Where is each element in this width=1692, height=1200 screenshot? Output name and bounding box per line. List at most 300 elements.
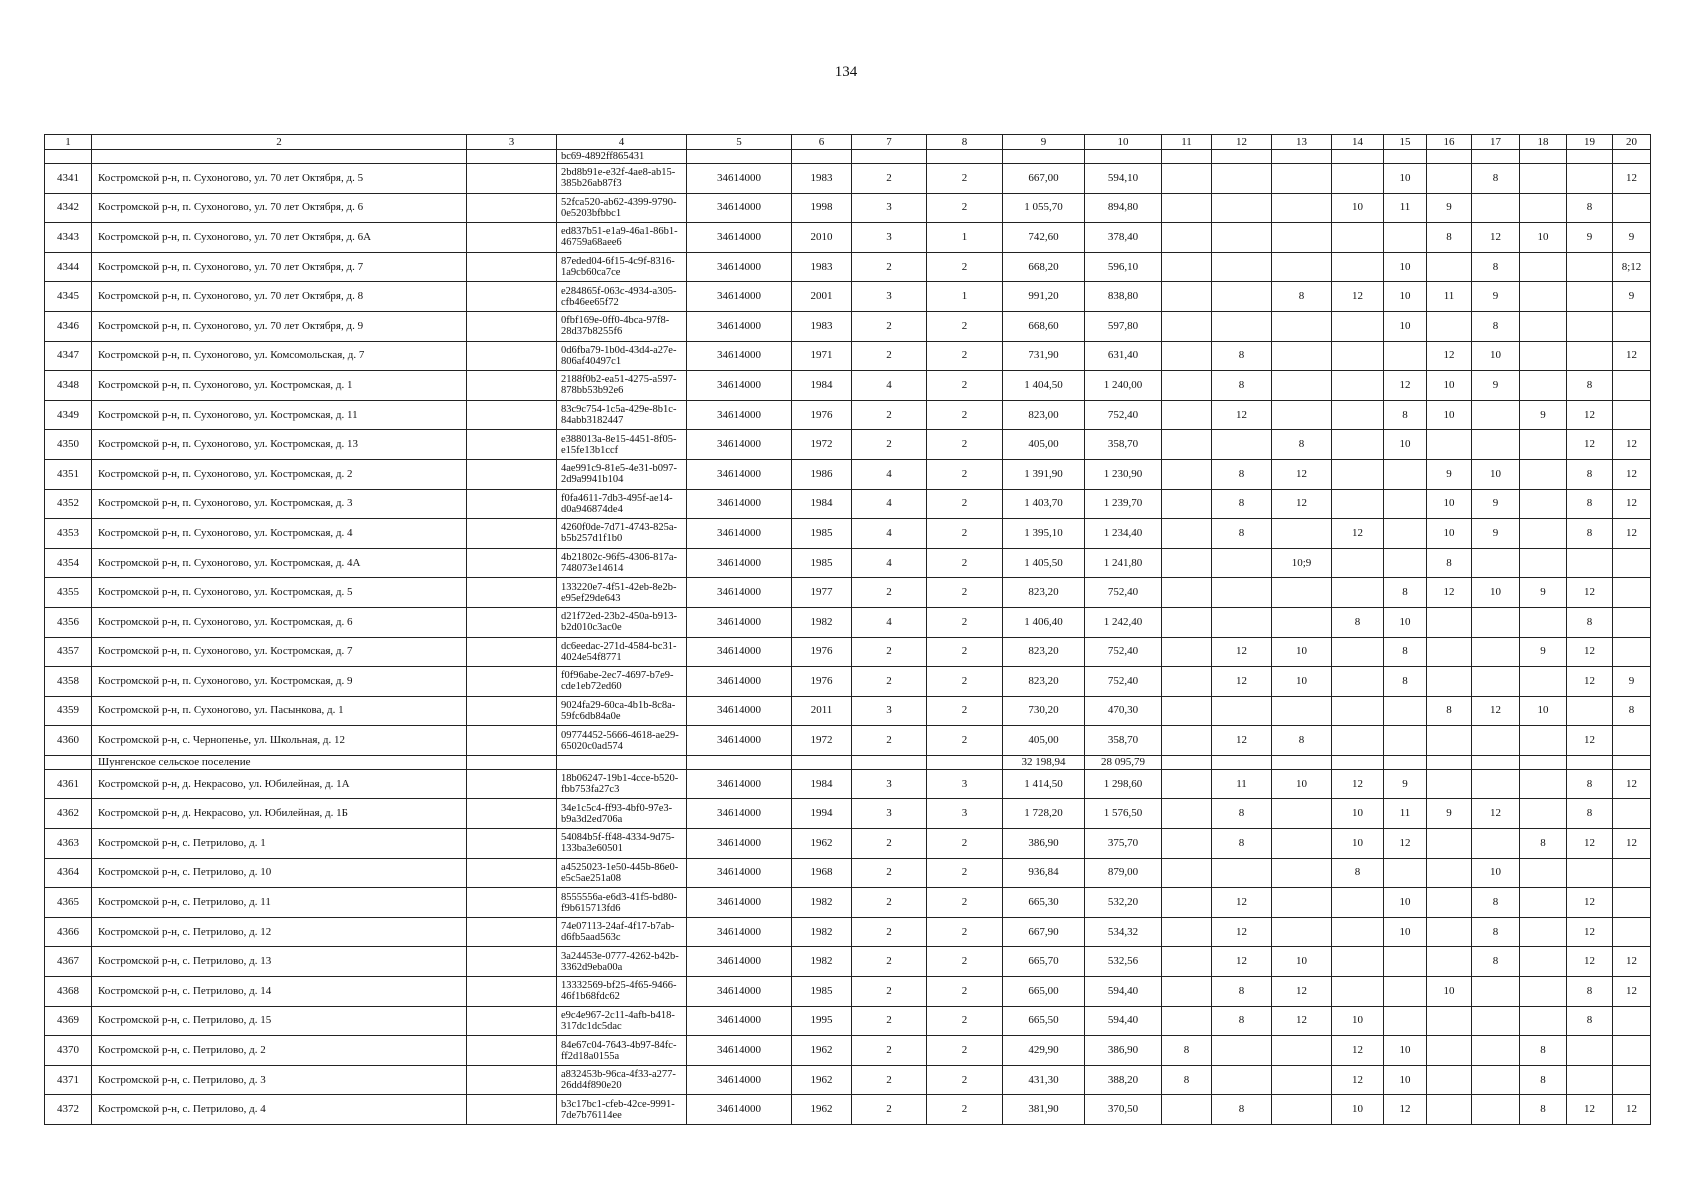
table-cell — [927, 150, 1003, 164]
address-cell — [92, 150, 467, 164]
table-cell — [1332, 726, 1384, 756]
address-cell: Костромской р-н, п. Сухоногово, ул. Костромская, д. 3 — [92, 489, 467, 519]
table-cell: 11 — [1212, 769, 1272, 799]
table-cell: 2 — [927, 858, 1003, 888]
address-cell: Костромской р-н, д. Некрасово, ул. Юбилейная, д. 1Б — [92, 799, 467, 829]
table-cell: 12 — [1332, 519, 1384, 549]
table-cell: 3 — [852, 193, 927, 223]
guid-cell: e284865f-063c-4934-a305-cfb46ee65f72 — [557, 282, 687, 312]
row-number: 4351 — [45, 459, 92, 489]
row-number: 4356 — [45, 607, 92, 637]
table-cell: 10 — [1272, 667, 1332, 697]
table-cell: 8 — [1212, 489, 1272, 519]
table-cell: 1984 — [792, 769, 852, 799]
table-cell: 12 — [1272, 489, 1332, 519]
table-cell: 2 — [852, 917, 927, 947]
table-cell: 34614000 — [687, 519, 792, 549]
table-cell: 12 — [1567, 637, 1613, 667]
table-cell — [1613, 1065, 1651, 1095]
guid-cell: e388013a-8e15-4451-8f05-e15fe13b1ccf — [557, 430, 687, 460]
table-cell — [1472, 637, 1520, 667]
table-cell — [1212, 430, 1272, 460]
address-cell: Костромской р-н, с. Петрилово, д. 15 — [92, 1006, 467, 1036]
row-number: 4349 — [45, 400, 92, 430]
table-cell — [1162, 607, 1212, 637]
table-cell — [1332, 888, 1384, 918]
table-cell: 752,40 — [1085, 667, 1162, 697]
table-cell — [467, 400, 557, 430]
table-cell: 2 — [852, 252, 927, 282]
table-cell: 668,20 — [1003, 252, 1085, 282]
table-cell — [1427, 829, 1472, 859]
table-cell: 823,20 — [1003, 578, 1085, 608]
row-number: 4368 — [45, 977, 92, 1007]
table-cell: 2 — [927, 578, 1003, 608]
table-cell — [1384, 977, 1427, 1007]
table-cell — [1567, 282, 1613, 312]
table-row — [45, 489, 1651, 519]
table-cell: 1976 — [792, 667, 852, 697]
table-cell: 2 — [927, 400, 1003, 430]
table-cell: 12 — [1567, 667, 1613, 697]
table-cell: 381,90 — [1003, 1095, 1085, 1125]
table-cell: 34614000 — [687, 947, 792, 977]
table-cell — [1567, 150, 1613, 164]
table-cell: 2 — [852, 400, 927, 430]
table-cell: 742,60 — [1003, 223, 1085, 253]
table-cell: 12 — [1613, 769, 1651, 799]
table-cell — [1384, 223, 1427, 253]
row-number: 4345 — [45, 282, 92, 312]
table-cell: 1976 — [792, 637, 852, 667]
table-cell: 8 — [1212, 799, 1272, 829]
table-cell: 10 — [1427, 371, 1472, 401]
table-cell: 2 — [852, 164, 927, 194]
table-cell — [1272, 888, 1332, 918]
guid-cell: 3a24453e-0777-4262-b42b-3362d9eba00a — [557, 947, 687, 977]
table-cell — [1272, 311, 1332, 341]
address-cell: Костромской р-н, с. Петрилово, д. 2 — [92, 1036, 467, 1066]
column-header: 19 — [1567, 135, 1613, 150]
table-cell: 9 — [1472, 519, 1520, 549]
table-cell: 594,10 — [1085, 164, 1162, 194]
table-cell: 34614000 — [687, 799, 792, 829]
table-cell — [1384, 519, 1427, 549]
table-cell: 3 — [852, 282, 927, 312]
table-cell: 9 — [1384, 769, 1427, 799]
table-cell — [467, 755, 557, 769]
table-cell: 2 — [927, 607, 1003, 637]
table-row — [45, 519, 1651, 549]
table-cell — [1162, 888, 1212, 918]
row-number: 4369 — [45, 1006, 92, 1036]
table-row — [45, 1065, 1651, 1095]
address-cell: Костромской р-н, п. Сухоногово, ул. Костромская, д. 6 — [92, 607, 467, 637]
table-cell: 1 391,90 — [1003, 459, 1085, 489]
table-cell — [1613, 637, 1651, 667]
table-cell: 8 — [1384, 637, 1427, 667]
table-cell — [1427, 769, 1472, 799]
table-cell — [1472, 667, 1520, 697]
table-cell: 2001 — [792, 282, 852, 312]
table-cell — [467, 311, 557, 341]
table-cell: 1983 — [792, 252, 852, 282]
table-row — [45, 1036, 1651, 1066]
table-cell: 10 — [1427, 519, 1472, 549]
table-cell: 532,56 — [1085, 947, 1162, 977]
table-cell: 12 — [1567, 578, 1613, 608]
table-cell — [1520, 769, 1567, 799]
table-cell: 9 — [1427, 193, 1472, 223]
table-cell: 597,80 — [1085, 311, 1162, 341]
address-cell: Костромской р-н, п. Сухоногово, ул. 70 лет Октября, д. 9 — [92, 311, 467, 341]
table-cell — [1162, 1095, 1212, 1125]
table-cell — [1332, 150, 1384, 164]
address-cell: Костромской р-н, п. Сухоногово, ул. Костромская, д. 2 — [92, 459, 467, 489]
table-cell — [1520, 430, 1567, 460]
table-cell: 358,70 — [1085, 726, 1162, 756]
table-cell — [1613, 400, 1651, 430]
table-cell: 1 239,70 — [1085, 489, 1162, 519]
table-cell: 894,80 — [1085, 193, 1162, 223]
table-cell — [1520, 311, 1567, 341]
table-cell — [1613, 1006, 1651, 1036]
table-cell — [1332, 578, 1384, 608]
table-cell: 9 — [1613, 223, 1651, 253]
table-cell: 8 — [1272, 282, 1332, 312]
table-cell — [1272, 400, 1332, 430]
table-cell: 8 — [1332, 858, 1384, 888]
table-cell: 2 — [927, 519, 1003, 549]
table-cell: 4 — [852, 548, 927, 578]
table-cell: 8 — [1567, 371, 1613, 401]
table-cell: 386,90 — [1085, 1036, 1162, 1066]
column-header: 15 — [1384, 135, 1427, 150]
table-cell: 752,40 — [1085, 400, 1162, 430]
table-cell: 34614000 — [687, 858, 792, 888]
guid-cell: dc6eedac-271d-4584-bc31-4024e54f8771 — [557, 637, 687, 667]
table-body — [45, 150, 1651, 1125]
table-cell: 8 — [1520, 1095, 1567, 1125]
table-cell — [1613, 888, 1651, 918]
column-header: 4 — [557, 135, 687, 150]
table-cell: 1982 — [792, 607, 852, 637]
table-cell — [1613, 1036, 1651, 1066]
table-row — [45, 637, 1651, 667]
table-cell: 667,00 — [1003, 164, 1085, 194]
table-cell: 9 — [1613, 667, 1651, 697]
table-cell: 12 — [1613, 519, 1651, 549]
address-cell: Костромской р-н, п. Сухоногово, ул. 70 лет Октября, д. 8 — [92, 282, 467, 312]
column-header: 6 — [792, 135, 852, 150]
table-cell — [467, 769, 557, 799]
table-cell — [1567, 311, 1613, 341]
guid-cell: 4260f0de-7d71-4743-825a-b5b257d1f1b0 — [557, 519, 687, 549]
table-cell: 8 — [1472, 311, 1520, 341]
table-cell: 8 — [1384, 667, 1427, 697]
table-cell — [467, 193, 557, 223]
table-cell — [467, 1006, 557, 1036]
table-cell — [1472, 150, 1520, 164]
guid-cell: 34e1c5c4-ff93-4bf0-97e3-b9a3d2ed706a — [557, 799, 687, 829]
table-cell: 12 — [1272, 459, 1332, 489]
address-cell: Костромской р-н, п. Сухоногово, ул. Костромская, д. 7 — [92, 637, 467, 667]
table-cell: 34614000 — [687, 252, 792, 282]
table-cell: 594,40 — [1085, 1006, 1162, 1036]
table-cell — [1332, 341, 1384, 371]
table-cell: 10 — [1384, 164, 1427, 194]
table-cell — [1567, 164, 1613, 194]
table-cell — [1162, 164, 1212, 194]
table-cell: 358,70 — [1085, 430, 1162, 460]
table-cell — [1332, 489, 1384, 519]
table-cell — [467, 947, 557, 977]
table-cell — [1212, 150, 1272, 164]
table-cell: 8 — [1613, 696, 1651, 726]
table-cell: 3 — [852, 769, 927, 799]
table-cell — [467, 223, 557, 253]
table-cell: 4 — [852, 371, 927, 401]
table-cell: 8 — [1567, 193, 1613, 223]
table-cell: 1 405,50 — [1003, 548, 1085, 578]
address-cell: Костромской р-н, с. Петрилово, д. 13 — [92, 947, 467, 977]
guid-cell: 09774452-5666-4618-ae29-65020c0ad574 — [557, 726, 687, 756]
table-cell — [792, 755, 852, 769]
row-number: 4357 — [45, 637, 92, 667]
column-header: 11 — [1162, 135, 1212, 150]
table-cell — [1332, 252, 1384, 282]
table-cell: 9 — [1427, 459, 1472, 489]
table-cell — [1162, 726, 1212, 756]
table-cell — [1472, 769, 1520, 799]
table-cell — [1332, 947, 1384, 977]
table-cell: 2 — [927, 1006, 1003, 1036]
table-cell: 2 — [927, 548, 1003, 578]
row-number: 4363 — [45, 829, 92, 859]
table-cell: 594,40 — [1085, 977, 1162, 1007]
table-cell: 1 234,40 — [1085, 519, 1162, 549]
table-cell — [1520, 519, 1567, 549]
table-cell: 1982 — [792, 947, 852, 977]
table-cell: 34614000 — [687, 371, 792, 401]
table-cell: 8 — [1567, 769, 1613, 799]
table-cell: 10 — [1384, 917, 1427, 947]
table-cell: 2 — [927, 977, 1003, 1007]
table-cell — [1472, 1036, 1520, 1066]
table-cell: 34614000 — [687, 1006, 792, 1036]
table-cell — [1520, 150, 1567, 164]
row-number: 4343 — [45, 223, 92, 253]
table-cell — [467, 1065, 557, 1095]
table-cell: 8 — [1567, 489, 1613, 519]
table-cell: 34614000 — [687, 548, 792, 578]
table-cell: 2 — [927, 947, 1003, 977]
table-cell — [852, 755, 927, 769]
table-cell: 10 — [1384, 1065, 1427, 1095]
table-cell: 8 — [1520, 829, 1567, 859]
table-cell — [1613, 726, 1651, 756]
table-cell — [1162, 519, 1212, 549]
table-cell — [467, 977, 557, 1007]
address-cell: Костромской р-н, с. Петрилово, д. 10 — [92, 858, 467, 888]
table-cell: 1983 — [792, 164, 852, 194]
table-cell: 34614000 — [687, 607, 792, 637]
table-cell: 8 — [1212, 977, 1272, 1007]
row-number: 4354 — [45, 548, 92, 578]
table-cell: 12 — [1332, 769, 1384, 799]
table-cell — [1520, 252, 1567, 282]
table-cell: 8 — [1472, 888, 1520, 918]
table-cell: 405,00 — [1003, 430, 1085, 460]
table-cell: 838,80 — [1085, 282, 1162, 312]
table-cell — [1272, 164, 1332, 194]
table-cell: 534,32 — [1085, 917, 1162, 947]
table-cell: 1977 — [792, 578, 852, 608]
guid-cell: 54084b5f-ff48-4334-9d75-133ba3e60501 — [557, 829, 687, 859]
guid-cell: f0f96abe-2ec7-4697-b7e9-cde1eb72ed60 — [557, 667, 687, 697]
address-cell: Костромской р-н, п. Сухоногово, ул. 70 лет Октября, д. 5 — [92, 164, 467, 194]
table-cell: 1962 — [792, 1036, 852, 1066]
table-cell — [1472, 1095, 1520, 1125]
table-cell: 8 — [1212, 341, 1272, 371]
table-cell — [467, 282, 557, 312]
table-cell — [467, 519, 557, 549]
table-cell — [1003, 150, 1085, 164]
table-cell — [1212, 858, 1272, 888]
row-number: 4360 — [45, 726, 92, 756]
table-cell — [1613, 917, 1651, 947]
table-cell: 730,20 — [1003, 696, 1085, 726]
table-cell: 8 — [1567, 519, 1613, 549]
table-cell — [1472, 726, 1520, 756]
table-cell: 665,70 — [1003, 947, 1085, 977]
table-cell: 12 — [1272, 977, 1332, 1007]
table-cell — [1162, 223, 1212, 253]
table-cell — [1472, 1006, 1520, 1036]
table-cell: 8;12 — [1613, 252, 1651, 282]
table-cell: 12 — [1272, 1006, 1332, 1036]
table-cell — [467, 489, 557, 519]
table-cell: 12 — [1212, 917, 1272, 947]
table-cell — [1272, 341, 1332, 371]
table-cell: 1 395,10 — [1003, 519, 1085, 549]
table-cell — [1567, 858, 1613, 888]
guid-cell: 0d6fba79-1b0d-43d4-a27e-806af40497c1 — [557, 341, 687, 371]
table-cell: 11 — [1384, 799, 1427, 829]
section-row — [45, 755, 1651, 769]
address-cell: Костромской р-н, п. Сухоногово, ул. Костромская, д. 9 — [92, 667, 467, 697]
table-cell: 12 — [1212, 888, 1272, 918]
table-cell — [1212, 1065, 1272, 1095]
table-cell: 9 — [1567, 223, 1613, 253]
table-cell: 34614000 — [687, 311, 792, 341]
table-cell: 12 — [1384, 829, 1427, 859]
table-cell — [467, 150, 557, 164]
table-cell: 2 — [927, 696, 1003, 726]
table-cell: 8 — [1567, 459, 1613, 489]
table-cell: 10 — [1427, 489, 1472, 519]
table-cell: 1 — [927, 282, 1003, 312]
column-header: 13 — [1272, 135, 1332, 150]
table-cell — [1520, 341, 1567, 371]
table-row — [45, 947, 1651, 977]
table-cell — [1212, 164, 1272, 194]
table-row — [45, 164, 1651, 194]
guid-cell: 84e67c04-7643-4b97-84fc-ff2d18a0155a — [557, 1036, 687, 1066]
table-cell: 12 — [1472, 799, 1520, 829]
table-row — [45, 726, 1651, 756]
address-cell: Костромской р-н, с. Петрилово, д. 12 — [92, 917, 467, 947]
table-cell: 10 — [1384, 282, 1427, 312]
table-cell: 1985 — [792, 548, 852, 578]
table-cell: 8 — [1427, 696, 1472, 726]
table-cell — [1567, 755, 1613, 769]
table-cell: 12 — [1332, 282, 1384, 312]
table-cell — [1162, 858, 1212, 888]
table-cell: 1 414,50 — [1003, 769, 1085, 799]
table-cell: 596,10 — [1085, 252, 1162, 282]
table-cell: 1 055,70 — [1003, 193, 1085, 223]
table-cell — [467, 726, 557, 756]
table-cell: 34614000 — [687, 282, 792, 312]
table-cell: 1962 — [792, 1065, 852, 1095]
row-number: 4372 — [45, 1095, 92, 1125]
table-cell — [1427, 726, 1472, 756]
table-cell: 1971 — [792, 341, 852, 371]
table-cell: 34614000 — [687, 769, 792, 799]
table-cell — [1472, 607, 1520, 637]
table-cell: 34614000 — [687, 164, 792, 194]
table-cell: 10 — [1384, 252, 1427, 282]
column-header: 20 — [1613, 135, 1651, 150]
table-cell — [1472, 829, 1520, 859]
table-cell — [1162, 489, 1212, 519]
row-number: 4347 — [45, 341, 92, 371]
table-cell — [1332, 371, 1384, 401]
table-cell — [1272, 193, 1332, 223]
table-row — [45, 430, 1651, 460]
table-cell: 34614000 — [687, 223, 792, 253]
table-cell: 1972 — [792, 726, 852, 756]
table-cell — [1332, 917, 1384, 947]
table-cell: 12 — [1332, 1036, 1384, 1066]
table-cell — [1520, 755, 1567, 769]
table-cell — [1567, 696, 1613, 726]
table-cell: 12 — [1613, 341, 1651, 371]
table-cell — [1520, 977, 1567, 1007]
table-row — [45, 1095, 1651, 1125]
table-cell — [1427, 755, 1472, 769]
table-cell — [467, 1095, 557, 1125]
table-cell: 34614000 — [687, 193, 792, 223]
table-cell — [1162, 311, 1212, 341]
table-cell — [1427, 164, 1472, 194]
address-cell: Костромской р-н, п. Сухоногово, ул. 70 лет Октября, д. 6А — [92, 223, 467, 253]
table-cell — [1212, 252, 1272, 282]
table-cell: 631,40 — [1085, 341, 1162, 371]
table-cell: 34614000 — [687, 578, 792, 608]
table-cell: 8 — [1472, 164, 1520, 194]
table-cell — [467, 667, 557, 697]
table-cell — [1520, 726, 1567, 756]
row-number: 4366 — [45, 917, 92, 947]
table-cell — [1332, 755, 1384, 769]
table-cell: 731,90 — [1003, 341, 1085, 371]
table-cell: 2 — [927, 459, 1003, 489]
table-cell: 34614000 — [687, 888, 792, 918]
table-cell: 10 — [1332, 799, 1384, 829]
address-cell: Костромской р-н, п. Сухоногово, ул. Пасынкова, д. 1 — [92, 696, 467, 726]
